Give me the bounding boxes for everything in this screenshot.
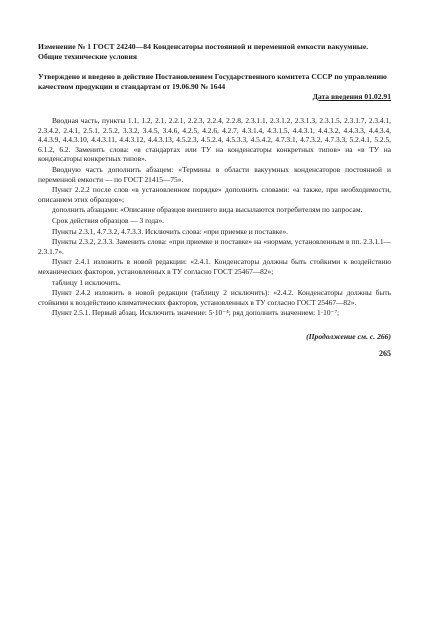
paragraph: таблицу 1 исключить.	[52, 277, 121, 287]
document-heading: Изменение № 1 ГОСТ 24240—84 Конденсаторы постоянной и переменной емкости вакуумные. Общие технические условия	[38, 42, 369, 61]
page-number: 265	[379, 348, 391, 358]
continued-note: (Продолжение см. с. 266)	[306, 331, 391, 341]
paragraph: дополнить абзацами: «Описание образцов внешнего вида высылаются потребителям по запросам.	[52, 205, 363, 215]
paragraph: Пункт 2.2.2 после слов «в установленном порядке» дополнить словами: «а также, при необходимости, описанием этих образцов»;	[38, 185, 391, 204]
paragraph: Пункт 2.4.2 изложить в новой редакции (таблицу 2 исключить): «2.4.2. Конденсаторы должны быть стойкими к воздействию климатических факторов, установленных в ТУ согласно ГОСТ 25467—82».	[38, 288, 391, 307]
paragraph: Вводную часть дополнить абзацем: «Термины в области вакуумных конденсаторов постоянной и переменной емкости — по ГОСТ 21415—75».	[38, 164, 391, 184]
paragraph: Вводная часть, пункты 1.1, 1.2, 2.1, 2.2.1, 2.2.3, 2.2.4, 2.2.8, 2.3.1.1, 2.3.1.2, 2.3.1.3, 2.3.1.5, 2.3.1.7, 2.3.4.1, 2.3.4.2, 2.4.1, 2.5.1, 2.5.2, 3.3.2, 3.4.5, 3.4.6, 4.2.5, 4.2.6, 4.2.7, 4.3.1.4, 4.3.1.5, 4.4.3.1, 4.4.3.2, 4.4.3.3, 4.4.3.4, 4.4.3.9, 4.4.3.10, 4.4.3.11, 4.4.3.12, 4.4.3.13, 4.5.2.3, 4.5.2.4, 4.5.3.3, 4.5.4.2, 4.7.3.1, 4.7.3.2, 4.7.3.3, 5.2.4.1, 5.2.5, 6.1.2, 6.2. Заменить слова: «в стандартах или ТУ на конденсаторы конкретных типов» на «в ТУ на конденсаторы конкретных типов».	[38, 116, 391, 164]
paragraph: Пункт 2.4.1 изложить в новой редакции: «2.4.1. Конденсаторы должны быть стойкими к воздействию механических факторов, установленных в ТУ согласно ГОСТ 25467—82»;	[38, 257, 391, 276]
approval-statement: Утверждено и введено в действие Постановлением Государственного комитета СССР по управлению качеством продукции и стандартам от 19.06.90 № 1644	[38, 72, 387, 91]
effective-date-line	[38, 92, 391, 102]
effective-date: Дата введения 01.02.91	[312, 92, 391, 101]
paragraph: Срок действия образцов — 3 года».	[52, 215, 164, 225]
paragraph: Пункты 2.3.1, 4.7.3.2, 4.7.3.3. Исключить слова: «при приемке и поставке».	[52, 226, 289, 236]
paragraph: Пункт 2.5.1. Первый абзац. Исключить значение: 5·10⁻⁴; ряд дополнить значением: 1·10⁻⁷;	[52, 308, 340, 318]
paragraph: Пункты 2.3.2, 2.3.3. Заменить слова: «при приемке и поставке» на «нормам, установленным в пп. 2.3.1.1—2.3.1.7».	[38, 237, 391, 256]
document-body	[38, 116, 391, 318]
